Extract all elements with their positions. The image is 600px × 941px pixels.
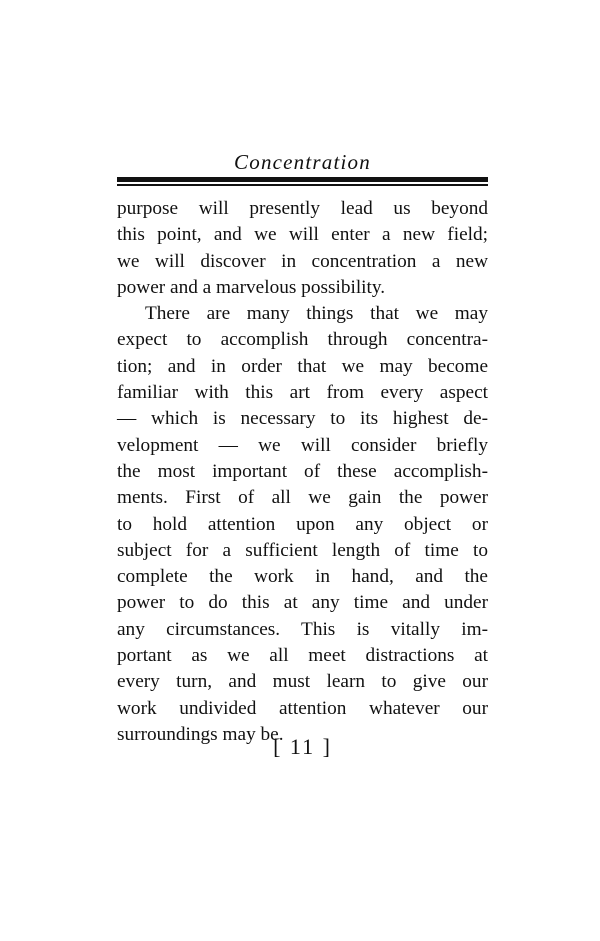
paragraph-1 bbox=[117, 196, 488, 301]
text-line: expect to accomplish through concentra- bbox=[117, 329, 488, 351]
text-line: There are many things that we may bbox=[145, 303, 488, 325]
text-line: complete the work in hand, and the bbox=[117, 566, 488, 588]
text-line: power to do this at any time and under bbox=[117, 592, 488, 614]
text-line: we will discover in concentration a new bbox=[117, 250, 488, 272]
text-line: velopment — we will consider briefly bbox=[117, 434, 488, 456]
text-line: subject for a sufficient length of time to bbox=[117, 539, 488, 561]
text-line: to hold attention upon any object or bbox=[117, 513, 488, 535]
text-line: ments. First of all we gain the power bbox=[117, 487, 488, 509]
body-text bbox=[117, 196, 488, 748]
text-line: surroundings may be. bbox=[117, 723, 284, 745]
text-line: — which is necessary to its highest de- bbox=[117, 408, 488, 430]
text-line: this point, and we will enter a new field; bbox=[117, 224, 488, 246]
text-line: portant as we all meet distractions at bbox=[117, 645, 488, 667]
text-line: the most important of these accomplish- bbox=[117, 460, 488, 482]
text-line: any circumstances. This is vitally im- bbox=[117, 618, 488, 640]
header-rule-thick bbox=[117, 177, 488, 182]
text-line: work undivided attention whatever our bbox=[117, 697, 488, 719]
text-line: purpose will presently lead us beyond bbox=[117, 198, 488, 219]
text-line: every turn, and must learn to give our bbox=[117, 671, 488, 693]
header-rule-thin bbox=[117, 184, 488, 186]
text-line: tion; and in order that we may become bbox=[117, 355, 488, 377]
running-head: Concentration bbox=[234, 150, 371, 174]
page-number: [ 11 ] bbox=[273, 734, 332, 759]
text-line: power and a marvelous possibility. bbox=[117, 276, 386, 298]
paragraph-2 bbox=[117, 301, 488, 748]
text-line: familiar with this art from every aspect bbox=[117, 382, 488, 404]
